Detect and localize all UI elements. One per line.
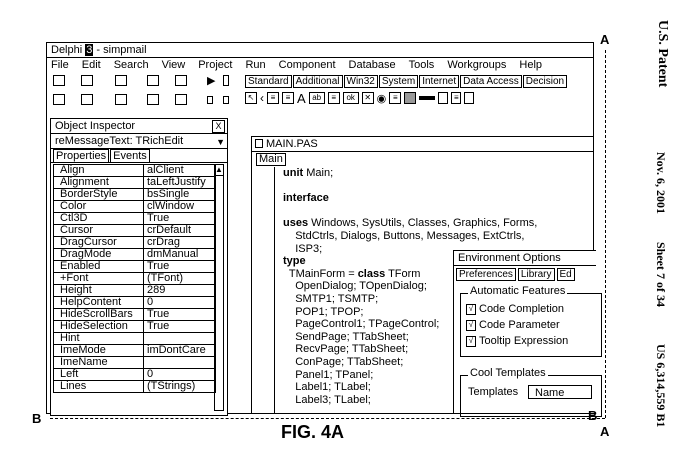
- open-icon[interactable]: [81, 75, 93, 86]
- code-text: ISP3;: [283, 242, 323, 255]
- frames-icon[interactable]: ‹: [260, 91, 264, 105]
- code-line: [283, 192, 537, 205]
- property-name: HideScrollBars: [54, 309, 144, 321]
- radiogroup-icon[interactable]: ≡: [451, 92, 461, 104]
- property-name: Hint: [54, 333, 144, 345]
- property-row[interactable]: [54, 381, 216, 393]
- code-text: Main;: [303, 167, 334, 179]
- remove-file-icon[interactable]: [81, 94, 93, 105]
- property-value[interactable]: imDontCare: [144, 345, 216, 357]
- code-keyword: unit: [283, 167, 304, 179]
- environment-options-dialog: [453, 250, 596, 414]
- patent-date: Nov. 6, 2001: [654, 152, 668, 215]
- palette-tab-internet[interactable]: Internet: [419, 75, 459, 88]
- main-menu-icon[interactable]: ≡: [267, 92, 279, 104]
- property-grid: [53, 164, 216, 393]
- property-value[interactable]: True: [144, 213, 216, 225]
- editor-title-bar: [252, 137, 594, 152]
- object-inspector-title-bar: [51, 119, 227, 134]
- checkmark-icon: √: [466, 320, 476, 331]
- code-text: Windows, SysUtils, Classes, Graphics, Forms,: [308, 217, 538, 230]
- view-unit-icon[interactable]: [115, 94, 127, 105]
- speed-bar: [51, 73, 231, 109]
- property-row[interactable]: [54, 297, 216, 309]
- radio-button-icon[interactable]: ◉: [376, 92, 387, 105]
- checkmark-icon: √: [466, 304, 476, 315]
- listbox-icon[interactable]: ≡: [389, 92, 401, 104]
- property-value[interactable]: crDefault: [144, 225, 216, 237]
- pointer-icon[interactable]: ↖: [245, 92, 257, 104]
- palette-tab-system[interactable]: System: [379, 75, 418, 88]
- code-text: SendPage; TTabSheet;: [283, 330, 409, 343]
- save-all-icon[interactable]: [175, 75, 187, 86]
- marker-b-left: B: [32, 411, 42, 426]
- property-name: Height: [54, 285, 144, 297]
- code-line: [283, 205, 537, 218]
- property-value[interactable]: 0: [144, 369, 216, 381]
- title-version: 3: [86, 44, 93, 56]
- code-text: StdCtrls, Dialogs, Buttons, Messages, ExtCtrls,: [283, 229, 525, 242]
- property-row[interactable]: [54, 333, 216, 345]
- menu-view[interactable]: View: [161, 59, 186, 71]
- tab-library[interactable]: Library: [518, 268, 555, 281]
- button-icon[interactable]: ok: [343, 92, 359, 104]
- tooltip-expression-checkbox[interactable]: [466, 335, 568, 347]
- section-line-b: [50, 418, 605, 419]
- tab-preferences[interactable]: Preferences: [456, 268, 516, 281]
- menu-workgroups[interactable]: Workgroups: [447, 59, 507, 71]
- property-value[interactable]: [144, 333, 216, 345]
- property-row[interactable]: [54, 369, 216, 381]
- trace-into-icon[interactable]: [207, 96, 213, 104]
- object-selector[interactable]: [51, 134, 227, 149]
- new-icon[interactable]: [53, 75, 65, 86]
- object-inspector-tabs: [51, 149, 227, 163]
- property-row[interactable]: [54, 273, 216, 285]
- panel-icon[interactable]: [464, 92, 474, 104]
- code-keyword: interface: [283, 192, 329, 205]
- close-icon[interactable]: X: [212, 120, 225, 133]
- property-row[interactable]: [54, 309, 216, 321]
- property-row[interactable]: [54, 165, 216, 177]
- menu-component[interactable]: Component: [278, 59, 336, 71]
- property-name: ImeName: [54, 357, 144, 369]
- object-inspector-title: Object Inspector: [55, 120, 136, 132]
- code-text: PageControl1; TPageControl;: [283, 318, 440, 331]
- property-value[interactable]: alClient: [144, 165, 216, 177]
- automatic-features-label: Automatic Features: [470, 285, 566, 297]
- patent-number: US 6,314,559 B1: [654, 344, 668, 428]
- property-value[interactable]: 0: [144, 297, 216, 309]
- chevron-down-icon[interactable]: ▼: [216, 137, 225, 147]
- property-row[interactable]: [54, 237, 216, 249]
- property-value[interactable]: crDrag: [144, 237, 216, 249]
- title-suffix: - simpmail: [93, 44, 147, 56]
- code-line: [283, 167, 537, 180]
- property-value[interactable]: (TStrings): [144, 381, 216, 393]
- property-row[interactable]: [54, 357, 216, 369]
- code-text: TMainForm = class TForm: [283, 267, 421, 280]
- memo-icon[interactable]: ≡: [328, 92, 340, 104]
- code-parameter-checkbox[interactable]: [466, 319, 560, 331]
- palette-tab-standard[interactable]: Standard: [245, 75, 292, 88]
- label-icon[interactable]: A: [297, 90, 306, 106]
- menu-bar: [51, 59, 555, 73]
- code-line: [283, 217, 537, 230]
- marker-b-right: B: [588, 408, 598, 423]
- property-name: Ctl3D: [54, 213, 144, 225]
- property-name: Alignment: [54, 177, 144, 189]
- code-line: [283, 230, 537, 243]
- property-scrollbar[interactable]: [214, 164, 224, 411]
- view-form-icon[interactable]: [147, 94, 159, 105]
- scroll-up-icon[interactable]: ▲: [215, 165, 223, 174]
- menu-search[interactable]: Search: [113, 59, 149, 71]
- property-value[interactable]: True: [144, 321, 216, 333]
- patent-header: [636, 10, 690, 450]
- add-file-icon[interactable]: [53, 94, 65, 105]
- marker-a-bottom: A: [600, 424, 610, 439]
- menu-database[interactable]: Database: [348, 59, 396, 71]
- ide-title-bar: [47, 43, 593, 58]
- property-name: Lines: [54, 381, 144, 393]
- property-name: Align: [54, 165, 144, 177]
- code-text: Label3; TLabel;: [283, 393, 371, 406]
- templates-label: Templates: [468, 386, 519, 398]
- code-keyword: class: [357, 267, 386, 280]
- property-value[interactable]: True: [144, 261, 216, 273]
- templates-name-field[interactable]: Name: [528, 385, 592, 399]
- property-value[interactable]: [144, 357, 216, 369]
- property-value[interactable]: clWindow: [144, 201, 216, 213]
- step-over-icon[interactable]: [223, 96, 229, 104]
- component-palette: [245, 90, 474, 106]
- property-row[interactable]: [54, 285, 216, 297]
- property-value[interactable]: bsSingle: [144, 189, 216, 201]
- property-value[interactable]: (TFont): [144, 273, 216, 285]
- property-name: DragMode: [54, 249, 144, 261]
- menu-project[interactable]: Project: [198, 59, 233, 71]
- title-prefix: Delphi: [51, 44, 86, 56]
- editor-tab-main[interactable]: Main: [256, 153, 286, 166]
- property-row[interactable]: [54, 177, 216, 189]
- property-row[interactable]: [54, 261, 216, 273]
- code-completion-label: Code Completion: [479, 303, 564, 315]
- pause-icon[interactable]: [223, 75, 229, 86]
- palette-tab-data-access[interactable]: Data Access: [460, 75, 522, 88]
- menu-file[interactable]: File: [51, 59, 69, 71]
- palette-tab-additional[interactable]: Additional: [293, 75, 343, 88]
- scrollbar-icon[interactable]: [419, 96, 435, 100]
- patent-office: U.S. Patent: [655, 20, 670, 88]
- run-icon[interactable]: ▶: [207, 75, 216, 87]
- code-text: Panel1; TPanel;: [283, 368, 374, 381]
- property-name: Enabled: [54, 261, 144, 273]
- code-line: [283, 180, 537, 193]
- figure-caption: FIG. 4A: [281, 422, 345, 442]
- property-row[interactable]: [54, 345, 216, 357]
- combobox-icon[interactable]: [404, 92, 416, 104]
- property-name: Color: [54, 201, 144, 213]
- property-row[interactable]: [54, 189, 216, 201]
- property-row[interactable]: [54, 225, 216, 237]
- code-text: OpenDialog; TOpenDialog;: [283, 280, 427, 293]
- menu-help[interactable]: Help: [519, 59, 543, 71]
- property-row[interactable]: [54, 321, 216, 333]
- property-row[interactable]: [54, 201, 216, 213]
- property-name: +Font: [54, 273, 144, 285]
- code-text: Label1; TLabel;: [283, 381, 371, 394]
- open-project-icon[interactable]: [115, 75, 127, 86]
- file-icon: [255, 139, 263, 148]
- property-name: Cursor: [54, 225, 144, 237]
- toggle-form-unit-icon[interactable]: [175, 94, 187, 105]
- property-name: BorderStyle: [54, 189, 144, 201]
- code-keyword: uses: [283, 217, 309, 230]
- section-line-a: [605, 50, 606, 418]
- env-options-tabs: [454, 266, 596, 281]
- tab-events[interactable]: Events: [110, 149, 150, 162]
- groupbox-icon[interactable]: [438, 92, 448, 104]
- property-value[interactable]: dmManual: [144, 249, 216, 261]
- property-row[interactable]: [54, 249, 216, 261]
- code-text: SMTP1; TSMTP;: [283, 292, 379, 305]
- code-text: ConPage; TTabSheet;: [283, 355, 404, 368]
- property-name: HideSelection: [54, 321, 144, 333]
- popup-menu-icon[interactable]: ≡: [282, 92, 294, 104]
- code-text: POP1; TPOP;: [283, 305, 364, 318]
- property-value[interactable]: taLeftJustify: [144, 177, 216, 189]
- menu-edit[interactable]: Edit: [81, 59, 101, 71]
- tooltip-expression-label: Tooltip Expression: [479, 335, 569, 347]
- property-name: DragCursor: [54, 237, 144, 249]
- property-value[interactable]: 289: [144, 285, 216, 297]
- property-name: Left: [54, 369, 144, 381]
- palette-tab-decision[interactable]: Decision: [523, 75, 567, 88]
- property-name: ImeMode: [54, 345, 144, 357]
- property-row[interactable]: [54, 213, 216, 225]
- marker-a-top: A: [600, 32, 610, 47]
- menu-tools[interactable]: Tools: [408, 59, 435, 71]
- checkbox-icon[interactable]: ✕: [362, 92, 374, 104]
- env-options-title: Environment Options: [454, 251, 596, 266]
- save-icon[interactable]: [147, 75, 159, 86]
- component-palette-tabs: [245, 75, 568, 88]
- cool-templates-label: Cool Templates: [470, 367, 546, 379]
- object-inspector: [50, 118, 228, 416]
- code-parameter-label: Code Parameter: [479, 319, 560, 331]
- selected-object: reMessageText: TRichEdit: [55, 135, 184, 147]
- palette-tab-win32[interactable]: Win32: [344, 75, 378, 88]
- tab-editor[interactable]: Ed: [557, 268, 575, 281]
- menu-run[interactable]: Run: [245, 59, 266, 71]
- code-text: RecvPage; TTabSheet;: [283, 343, 409, 356]
- edit-icon[interactable]: ab: [309, 92, 325, 104]
- property-value[interactable]: True: [144, 309, 216, 321]
- code-keyword: type: [283, 255, 306, 268]
- property-name: HelpContent: [54, 297, 144, 309]
- code-completion-checkbox[interactable]: [466, 303, 564, 315]
- checkmark-icon: √: [466, 336, 476, 347]
- tab-properties[interactable]: Properties: [53, 149, 109, 162]
- editor-title: MAIN.PAS: [266, 138, 318, 150]
- patent-sheet: Sheet 7 of 34: [654, 242, 668, 307]
